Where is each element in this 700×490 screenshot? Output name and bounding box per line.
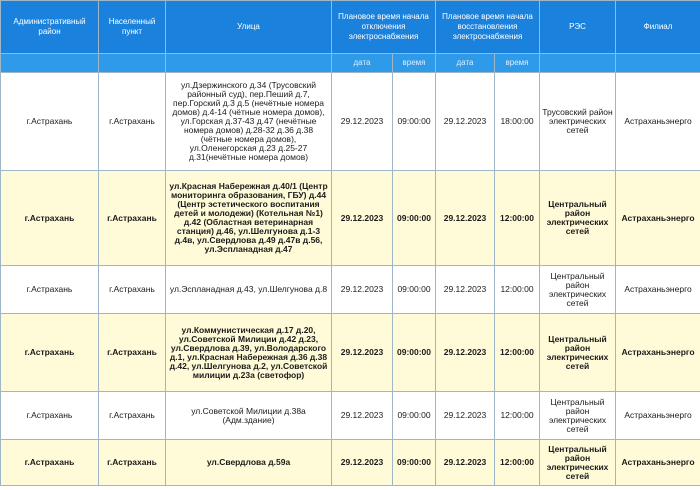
cell-on-date: 29.12.2023 bbox=[436, 266, 495, 314]
cell-locality: г.Астрахань bbox=[99, 314, 166, 392]
cell-off-time: 09:00:00 bbox=[393, 314, 436, 392]
cell-locality: г.Астрахань bbox=[99, 392, 166, 440]
cell-on-time: 12:00:00 bbox=[495, 392, 540, 440]
cell-res: Центральный район электрических сетей bbox=[540, 314, 616, 392]
cell-street: ул.Советской Милиции д.38а (Адм.здание) bbox=[166, 392, 332, 440]
cell-on-time: 12:00:00 bbox=[495, 440, 540, 486]
cell-on-time: 18:00:00 bbox=[495, 73, 540, 171]
table-row bbox=[1, 314, 700, 392]
table-row bbox=[1, 266, 700, 314]
cell-street: ул.Свердлова д.59а bbox=[166, 440, 332, 486]
cell-street: ул.Дзержинского д.34 (Трусовский районный суд), пер.Пеший д.7, пер.Горский д.3 д.5 (нечётные номера домов) д.4-14 (чётные номера домов), ул.Горская д.37-43 д.47 (нечётные номера домов) д.28-32 д.36 д.38 (чётные номера домов), ул.Оленегорская д.23 д.25-27 д.31(нечётные номера домов) bbox=[166, 73, 332, 171]
header-row bbox=[1, 1, 700, 54]
subheader-on-date: дата bbox=[436, 54, 495, 73]
cell-on-time: 12:00:00 bbox=[495, 171, 540, 266]
cell-off-date: 29.12.2023 bbox=[332, 392, 393, 440]
cell-district: г.Астрахань bbox=[1, 266, 99, 314]
header-locality: Населенный пункт bbox=[99, 1, 166, 54]
cell-off-time: 09:00:00 bbox=[393, 392, 436, 440]
cell-on-date: 29.12.2023 bbox=[436, 314, 495, 392]
cell-off-time: 09:00:00 bbox=[393, 73, 436, 171]
cell-locality: г.Астрахань bbox=[99, 266, 166, 314]
cell-street: ул.Коммунистическая д.17 д.20, ул.Советской Милиции д.42 д.23, ул.Свердлова д.39, ул.Володарского д.1, ул.Красная Набережная д.36 д.38 д.42, ул.Шелгунова д.2, ул.Советской милиции д.23а (светофор) bbox=[166, 314, 332, 392]
subheader-empty bbox=[1, 54, 99, 73]
cell-district: г.Астрахань bbox=[1, 171, 99, 266]
cell-locality: г.Астрахань bbox=[99, 171, 166, 266]
subheader-off-time: время bbox=[393, 54, 436, 73]
table-row bbox=[1, 440, 700, 486]
cell-street: ул.Эспланадная д.43, ул.Шелгунова д.8 bbox=[166, 266, 332, 314]
cell-res: Трусовский район электрических сетей bbox=[540, 73, 616, 171]
cell-locality: г.Астрахань bbox=[99, 440, 166, 486]
cell-branch: Астраханьэнерго bbox=[616, 266, 700, 314]
subheader-on-time: время bbox=[495, 54, 540, 73]
cell-branch: Астраханьэнерго bbox=[616, 73, 700, 171]
cell-off-date: 29.12.2023 bbox=[332, 266, 393, 314]
cell-on-date: 29.12.2023 bbox=[436, 440, 495, 486]
cell-branch: Астраханьэнерго bbox=[616, 171, 700, 266]
subheader-off-date: дата bbox=[332, 54, 393, 73]
cell-district: г.Астрахань bbox=[1, 314, 99, 392]
subheader-empty bbox=[99, 54, 166, 73]
cell-locality: г.Астрахань bbox=[99, 73, 166, 171]
cell-on-date: 29.12.2023 bbox=[436, 73, 495, 171]
subheader-empty bbox=[540, 54, 616, 73]
cell-district: г.Астрахань bbox=[1, 392, 99, 440]
cell-off-date: 29.12.2023 bbox=[332, 171, 393, 266]
cell-on-time: 12:00:00 bbox=[495, 266, 540, 314]
subheader-empty bbox=[166, 54, 332, 73]
cell-res: Центральный район электрических сетей bbox=[540, 266, 616, 314]
cell-branch: Астраханьэнерго bbox=[616, 314, 700, 392]
table-row bbox=[1, 73, 700, 171]
header-street: Улица bbox=[166, 1, 332, 54]
cell-branch: Астраханьэнерго bbox=[616, 392, 700, 440]
cell-off-date: 29.12.2023 bbox=[332, 73, 393, 171]
header-on-time: Плановое время начала восстановления электроснабжения bbox=[436, 1, 540, 54]
cell-district: г.Астрахань bbox=[1, 73, 99, 171]
cell-off-date: 29.12.2023 bbox=[332, 314, 393, 392]
header-branch: Филиал bbox=[616, 1, 700, 54]
cell-on-date: 29.12.2023 bbox=[436, 171, 495, 266]
cell-street: ул.Красная Набережная д.40/1 (Центр мониторинга образования, ГБУ) д.44 (Центр эстетического воспитания детей и молодежи) (Котельная №1) д.42 (Областная ветеринарная станция) д.46, ул.Шелгунова д.1-3 д.4в, ул.Свердлова д.49 д.47в д.56, ул.Эспланадная д.47 bbox=[166, 171, 332, 266]
cell-res: Центральный район электрических сетей bbox=[540, 392, 616, 440]
header-district: Административный район bbox=[1, 1, 99, 54]
subheader-row bbox=[1, 54, 700, 73]
subheader-empty bbox=[616, 54, 700, 73]
header-res: РЭС bbox=[540, 1, 616, 54]
cell-off-time: 09:00:00 bbox=[393, 440, 436, 486]
table-row bbox=[1, 392, 700, 440]
cell-branch: Астраханьэнерго bbox=[616, 440, 700, 486]
cell-off-time: 09:00:00 bbox=[393, 171, 436, 266]
cell-off-time: 09:00:00 bbox=[393, 266, 436, 314]
cell-on-time: 12:00:00 bbox=[495, 314, 540, 392]
cell-on-date: 29.12.2023 bbox=[436, 392, 495, 440]
cell-res: Центральный район электрических сетей bbox=[540, 440, 616, 486]
table-row bbox=[1, 171, 700, 266]
cell-off-date: 29.12.2023 bbox=[332, 440, 393, 486]
cell-district: г.Астрахань bbox=[1, 440, 99, 486]
cell-res: Центральный район электрических сетей bbox=[540, 171, 616, 266]
header-off-time: Плановое время начала отключения электроснабжения bbox=[332, 1, 436, 54]
